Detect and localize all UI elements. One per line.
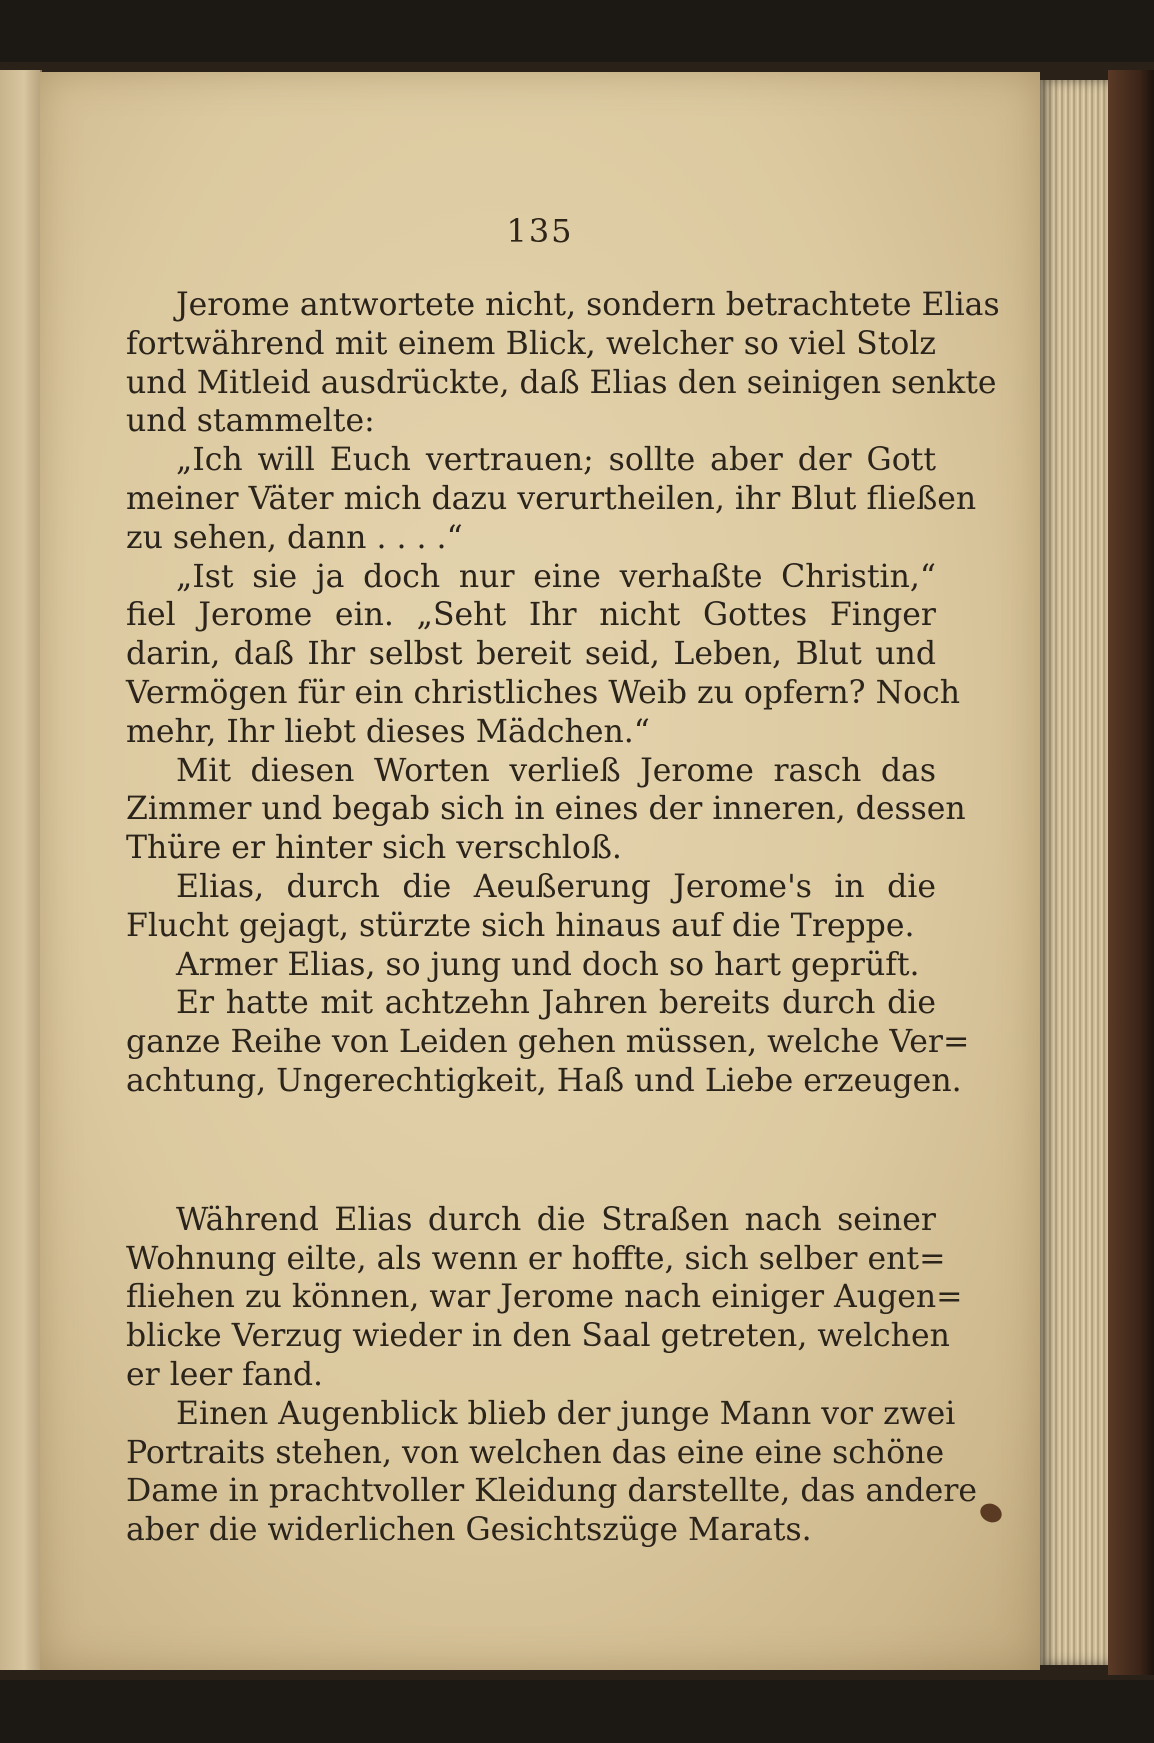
- text-line: Zimmer und begab sich in eines der inneren, dessen: [126, 791, 966, 828]
- text-line: darin, daß Ihr selbst bereit seid, Leben, Blut und: [126, 636, 936, 673]
- text-line: Portraits stehen, von welchen das eine eine schöne: [126, 1434, 945, 1471]
- book-cover-edge: [1108, 70, 1154, 1675]
- text-line: Er hatte mit achtzehn Jahren bereits durch die: [176, 985, 936, 1022]
- text-line: Einen Augenblick blieb der junge Mann vor zwei: [176, 1395, 956, 1432]
- text-line: meiner Väter mich dazu verurtheilen, ihr Blut fließen: [126, 480, 977, 517]
- text-line: mehr, Ihr liebt dieses Mädchen.“: [126, 713, 650, 750]
- text-line: Armer Elias, so jung und doch so hart geprüft.: [176, 946, 920, 983]
- text-line: und stammelte:: [126, 403, 375, 440]
- book-page: [40, 72, 1040, 1670]
- text-line: „Ist sie ja doch nur eine verhaßte Christin,“: [176, 558, 936, 595]
- text-line: ganze Reihe von Leiden gehen müssen, welche Ver=: [126, 1024, 970, 1061]
- text-line: Mit diesen Worten verließ Jerome rasch das: [176, 752, 936, 789]
- text-line: aber die widerlichen Gesichtszüge Marats.: [126, 1512, 812, 1549]
- text-line: zu sehen, dann . . . .“: [126, 519, 463, 556]
- text-line: fortwährend mit einem Blick, welcher so viel Stolz: [126, 325, 936, 362]
- text-line: fiel Jerome ein. „Seht Ihr nicht Gottes Finger: [126, 597, 936, 634]
- page-number: 135: [506, 212, 574, 250]
- section-break: [126, 1101, 936, 1201]
- ink-stain: [977, 1500, 1005, 1526]
- text-line: Vermögen für ein christliches Weib zu opfern? Noch: [126, 674, 961, 711]
- text-line: Dame in prachtvoller Kleidung darstellte, das andere: [126, 1473, 978, 1510]
- text-line: und Mitleid ausdrückte, daß Elias den seinigen senkte: [126, 364, 997, 401]
- text-line: „Ich will Euch vertrauen; sollte aber der Gott: [176, 442, 936, 479]
- text-line: Während Elias durch die Straßen nach seiner: [176, 1201, 936, 1238]
- text-line: er leer fand.: [126, 1356, 324, 1393]
- text-line: Elias, durch die Aeußerung Jerome's in die: [176, 868, 936, 905]
- text-line: fliehen zu können, war Jerome nach einiger Augen=: [126, 1279, 963, 1316]
- text-line: achtung, Ungerechtigkeit, Haß und Liebe erzeugen.: [126, 1062, 962, 1099]
- text-line: Flucht gejagt, stürzte sich hinaus auf die Treppe.: [126, 907, 915, 944]
- text-line: blicke Verzug wieder in den Saal getreten, welchen: [126, 1318, 950, 1355]
- text-line: Jerome antwortete nicht, sondern betrachtete Elias: [176, 287, 1000, 323]
- text-line: Wohnung eilte, als wenn er hoffte, sich selber ent=: [126, 1240, 946, 1277]
- text-line: Thüre er hinter sich verschloß.: [126, 830, 622, 867]
- body-text: [126, 286, 1000, 1550]
- facing-page-edge: [0, 70, 42, 1670]
- page-stack-edge: [1040, 80, 1108, 1665]
